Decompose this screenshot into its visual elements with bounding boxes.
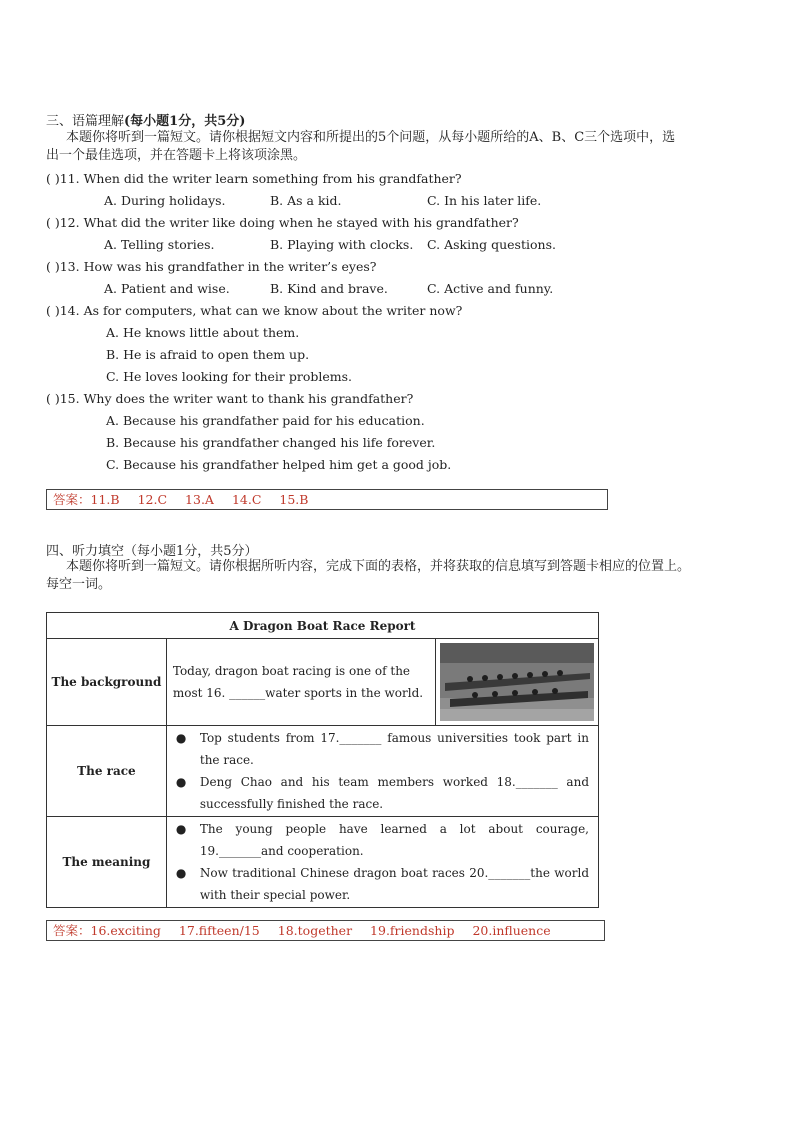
question-stem: 12. What did the writer like doing when he stayed with his grandfather? [59,215,519,230]
answer-11: 11.B [90,492,120,507]
question-11-option-a[interactable]: A. During holidays. [104,193,226,208]
question-14-option-b[interactable]: B. He is afraid to open them up. [106,347,310,362]
section3-intro-line1: 本题你将听到一篇短文。请你根据短文内容和所提出的5个问题，从每小题所给的A、B、C三个选项中，选 [66,130,676,145]
answer-15: 15.B [279,492,309,507]
answer-17: 17.fifteen/15 [178,923,260,938]
question-13-option-b[interactable]: B. Kind and brave. [270,281,388,296]
row-header-meaning: The meaning [47,817,167,908]
answer-bracket[interactable]: ( ) [46,171,60,186]
question-15-option-b[interactable]: B. Because his grandfather changed his life forever. [106,435,436,450]
question-11-option-b[interactable]: B. As a kid. [270,193,342,208]
question-stem: 15. Why does the writer want to thank his grandfather? [59,391,414,406]
answer-13: 13.A [185,492,214,507]
answer-bracket[interactable]: ( ) [46,391,60,406]
question-14 [46,303,462,318]
question-13-option-a[interactable]: A. Patient and wise. [104,281,230,296]
question-12-option-a[interactable]: A. Telling stories. [104,237,215,252]
section3-intro-line2: 出一个最佳选项，并在答题卡上将该项涂黑。 [46,148,307,163]
answer-bracket[interactable]: ( ) [46,259,60,274]
dragon-boat-report-table [46,612,599,908]
meaning-cell [166,817,598,908]
answer-16: 16.exciting [90,923,161,938]
answer-14: 14.C [231,492,262,507]
meaning-bullet-2: ● Now traditional Chinese dragon boat races 20._______the world with their special power. [168,862,597,906]
answer-18: 18.together [277,923,353,938]
race-bullet-1: ● Top students from 17._______ famous universities took part in the race. [168,727,597,771]
report-title: A Dragon Boat Race Report [47,613,599,639]
row-header-background: The background [47,639,167,726]
section4-title: 四、听力填空（每小题1分，共5分） [46,544,258,559]
answer-bracket[interactable]: ( ) [46,303,60,318]
question-stem: 14. As for computers, what can we know about the writer now? [59,303,463,318]
question-13 [46,259,377,274]
question-stem: 11. When did the writer learn something from his grandfather? [59,171,462,186]
question-12 [46,215,519,230]
dragon-boat-photo [440,643,594,721]
question-12-option-c[interactable]: C. Asking questions. [427,237,556,252]
race-bullet-2: ● Deng Chao and his team members worked 18._______ and successfully finished the race. [168,771,597,815]
meaning-bullet-1: ● The young people have learned a lot about courage, 19._______and cooperation. [168,818,597,862]
section4-intro-line1: 本题你将听到一篇短文。请你根据所听内容，完成下面的表格，并将获取的信息填写到答题卡相应的位置上。 [66,559,691,574]
race-cell [166,726,598,817]
question-11-option-c[interactable]: C. In his later life. [427,193,542,208]
section4-intro-line2: 每空一词。 [46,577,112,592]
section4-answer-box [46,920,605,941]
question-stem: 13. How was his grandfather in the writer’s eyes? [59,259,377,274]
row-header-race: The race [47,726,167,817]
answer-label: 答案： [53,923,91,938]
boat-photo-cell [436,639,599,726]
answer-20: 20.influence [472,923,551,938]
question-11 [46,171,462,186]
background-text: Today, dragon boat racing is one of the most 16. ______water sports in the world. [166,639,435,726]
section3-answer-box [46,489,608,510]
question-15 [46,391,413,406]
question-12-option-b[interactable]: B. Playing with clocks. [270,237,414,252]
section3-title: 三、语篇理解(每小题1分，共5分) [46,114,246,129]
question-15-option-a[interactable]: A. Because his grandfather paid for his education. [106,413,425,428]
answer-19: 19.friendship [370,923,455,938]
question-13-option-c[interactable]: C. Active and funny. [427,281,554,296]
answer-bracket[interactable]: ( ) [46,215,60,230]
answer-12: 12.C [137,492,168,507]
question-14-option-c[interactable]: C. He loves looking for their problems. [106,369,353,384]
question-14-option-a[interactable]: A. He knows little about them. [106,325,300,340]
question-15-option-c[interactable]: C. Because his grandfather helped him get a good job. [106,457,452,472]
answer-label: 答案： [53,492,91,507]
